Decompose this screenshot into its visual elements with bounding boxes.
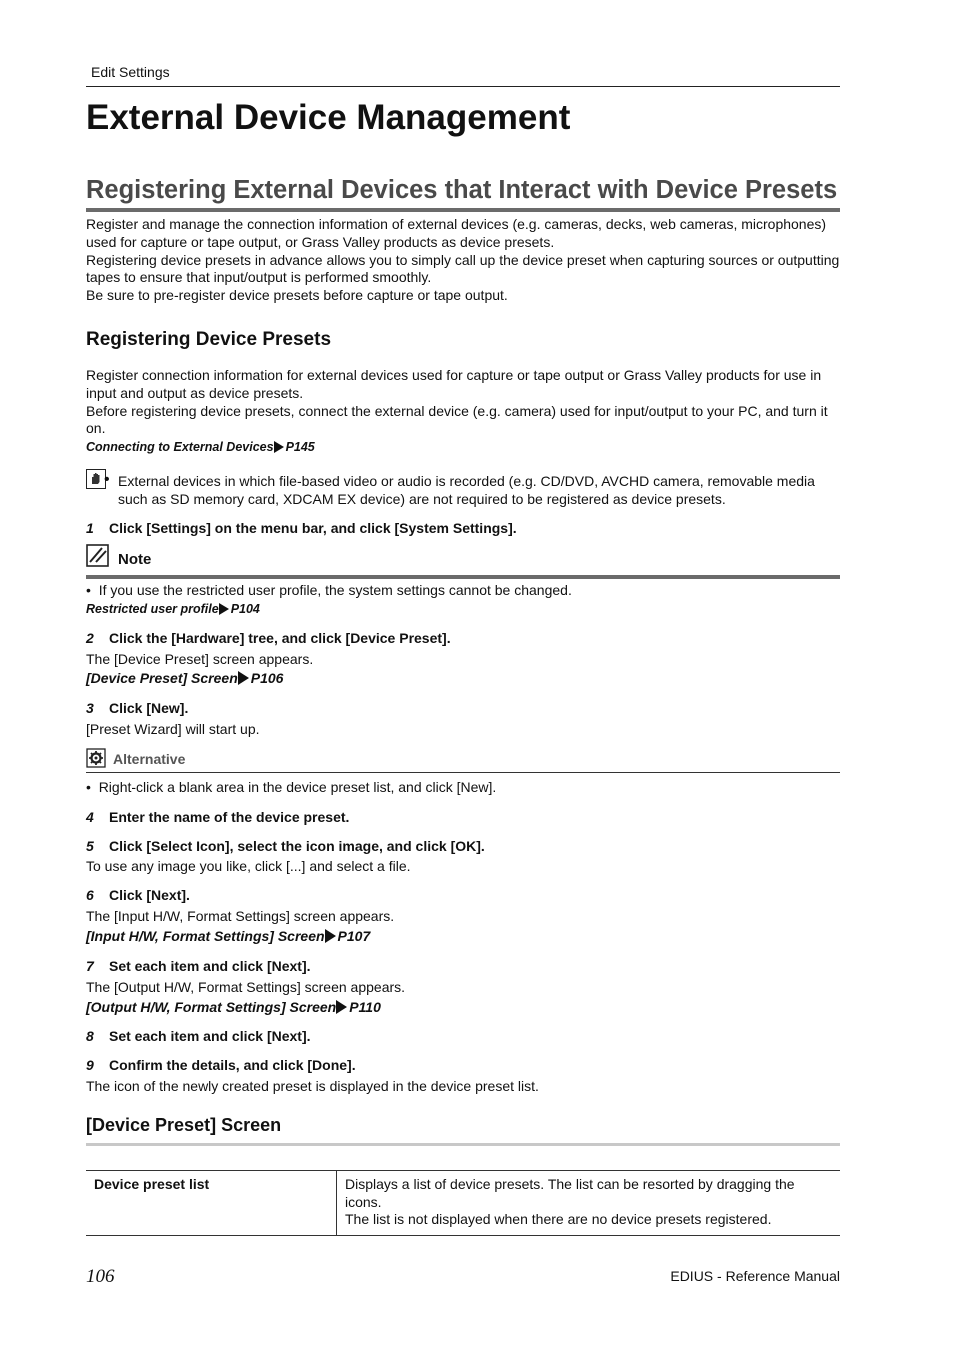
step-6-desc: The [Input H/W, Format Settings] screen appears.	[86, 908, 395, 924]
step-8	[86, 1028, 311, 1044]
arrow-icon	[325, 929, 336, 943]
header-rule	[86, 86, 840, 87]
step-5	[86, 838, 485, 854]
xref-text: [Input H/W, Format Settings] Screen	[86, 928, 325, 944]
alternative-text	[86, 779, 840, 797]
subsection-para-1: Register connection information for external devices used for capture or tape output or Grass Valley products for use in input and output as device presets.	[86, 367, 822, 401]
intro-para-2: Registering device presets in advance allows you to simply call up the device preset when capturing sources or outputting tapes to ensure that input/output is performed smoothly.	[86, 251, 840, 286]
step-text: Click [New].	[109, 700, 189, 716]
step-2-desc: The [Device Preset] screen appears.	[86, 651, 314, 667]
page-title: External Device Management	[86, 98, 571, 137]
subsection-intro	[86, 367, 840, 438]
section-rule	[86, 208, 840, 212]
arrow-icon	[219, 603, 229, 615]
step-3-desc: [Preset Wizard] will start up.	[86, 721, 260, 737]
subsection-para-2: Before registering device presets, connect the external device (e.g. camera) used for input/output to your PC, and turn it on.	[86, 402, 828, 437]
step-text: Set each item and click [Next].	[109, 1028, 311, 1044]
intro-text	[86, 216, 840, 305]
manual-title: EDIUS - Reference Manual	[670, 1268, 840, 1284]
step-6	[86, 887, 190, 903]
step-number: 5	[86, 838, 94, 854]
step-7	[86, 958, 311, 974]
arrow-icon	[336, 1000, 347, 1014]
tip-content: External devices in which file-based video or audio is recorded (e.g. CD/DVD, AVCHD camera, removable media such as SD memory card, XDCAM EX device) are not required to be registered as device presets.	[118, 473, 815, 507]
bullet-icon: •	[86, 779, 99, 795]
xref-device-preset-screen[interactable]	[86, 670, 283, 686]
step-text: Click [Next].	[109, 887, 190, 903]
intro-para-3: Be sure to pre-register device presets before capture or tape output.	[86, 287, 508, 304]
intro-para-1: Register and manage the connection information of external devices (e.g. cameras, decks, web cameras, microphones) used for capture or tape output, or Grass Valley products as device presets.	[86, 216, 827, 250]
note-content: If you use the restricted user profile, the system settings cannot be changed.	[98, 582, 572, 598]
step-9-desc: The icon of the newly created preset is displayed in the device preset list.	[86, 1078, 539, 1094]
note-rule	[86, 575, 840, 579]
table-value-line: The list is not displayed when there are no device presets registered.	[345, 1211, 772, 1228]
xref-output-hw-screen[interactable]	[86, 999, 381, 1015]
step-number: 2	[86, 630, 94, 646]
bullet-icon: •	[104, 471, 110, 488]
xref-text: Connecting to External Devices	[86, 440, 274, 454]
xref-page: P104	[230, 602, 260, 616]
step-1	[86, 520, 517, 536]
step-text: Enter the name of the device preset.	[109, 809, 350, 825]
step-number: 6	[86, 887, 94, 903]
arrow-icon	[274, 441, 284, 453]
table-value-line: Displays a list of device presets. The list can be resorted by dragging the icons.	[345, 1176, 795, 1210]
alternative-rule	[86, 772, 840, 773]
note-text	[86, 582, 840, 600]
step-text: Click the [Hardware] tree, and click [Device Preset].	[109, 630, 451, 646]
screen-heading: [Device Preset] Screen	[86, 1115, 282, 1135]
tip-text	[104, 471, 838, 509]
step-text: Set each item and click [Next].	[109, 958, 311, 974]
hand-tip-icon	[86, 469, 106, 489]
table-row	[86, 1171, 840, 1236]
screen-heading-rule	[86, 1143, 840, 1146]
gear-icon	[86, 748, 106, 768]
step-number: 1	[86, 520, 94, 536]
xref-connecting[interactable]	[86, 440, 315, 454]
xref-text: Restricted user profile	[86, 602, 219, 616]
step-9	[86, 1057, 356, 1073]
arrow-icon	[238, 671, 249, 685]
table-key: Device preset list	[86, 1171, 337, 1236]
step-2	[86, 630, 451, 646]
running-header: Edit Settings	[91, 64, 170, 80]
xref-page: P145	[285, 440, 315, 454]
alternative-content: Right-click a blank area in the device preset list, and click [New].	[98, 779, 497, 795]
step-number: 8	[86, 1028, 94, 1044]
table-value	[337, 1171, 841, 1236]
xref-page: P110	[349, 999, 381, 1015]
xref-page: P107	[337, 928, 371, 944]
step-number: 3	[86, 700, 94, 716]
subsection-heading: Registering Device Presets	[86, 329, 332, 350]
alternative-label: Alternative	[113, 751, 186, 767]
step-text: Click [Settings] on the menu bar, and click [System Settings].	[109, 520, 517, 536]
description-table	[86, 1170, 840, 1236]
xref-text: [Output H/W, Format Settings] Screen	[86, 999, 337, 1015]
xref-input-hw-screen[interactable]	[86, 928, 370, 944]
step-4	[86, 809, 349, 825]
step-3	[86, 700, 188, 716]
step-text: Click [Select Icon], select the icon image, and click [OK].	[109, 838, 485, 854]
bullet-icon: •	[86, 582, 99, 598]
xref-text: [Device Preset] Screen	[86, 670, 238, 686]
page-number: 106	[86, 1266, 115, 1287]
xref-page: P106	[250, 670, 284, 686]
step-number: 9	[86, 1057, 94, 1073]
step-number: 4	[86, 809, 94, 825]
step-number: 7	[86, 958, 94, 974]
step-5-desc: To use any image you like, click [...] and select a file.	[86, 858, 411, 874]
section-heading: Registering External Devices that Interact with Device Presets	[86, 176, 838, 204]
note-label: Note	[118, 551, 152, 568]
note-icon	[86, 544, 110, 568]
xref-restricted-profile[interactable]	[86, 602, 260, 616]
step-text: Confirm the details, and click [Done].	[109, 1057, 356, 1073]
step-7-desc: The [Output H/W, Format Settings] screen appears.	[86, 979, 406, 995]
